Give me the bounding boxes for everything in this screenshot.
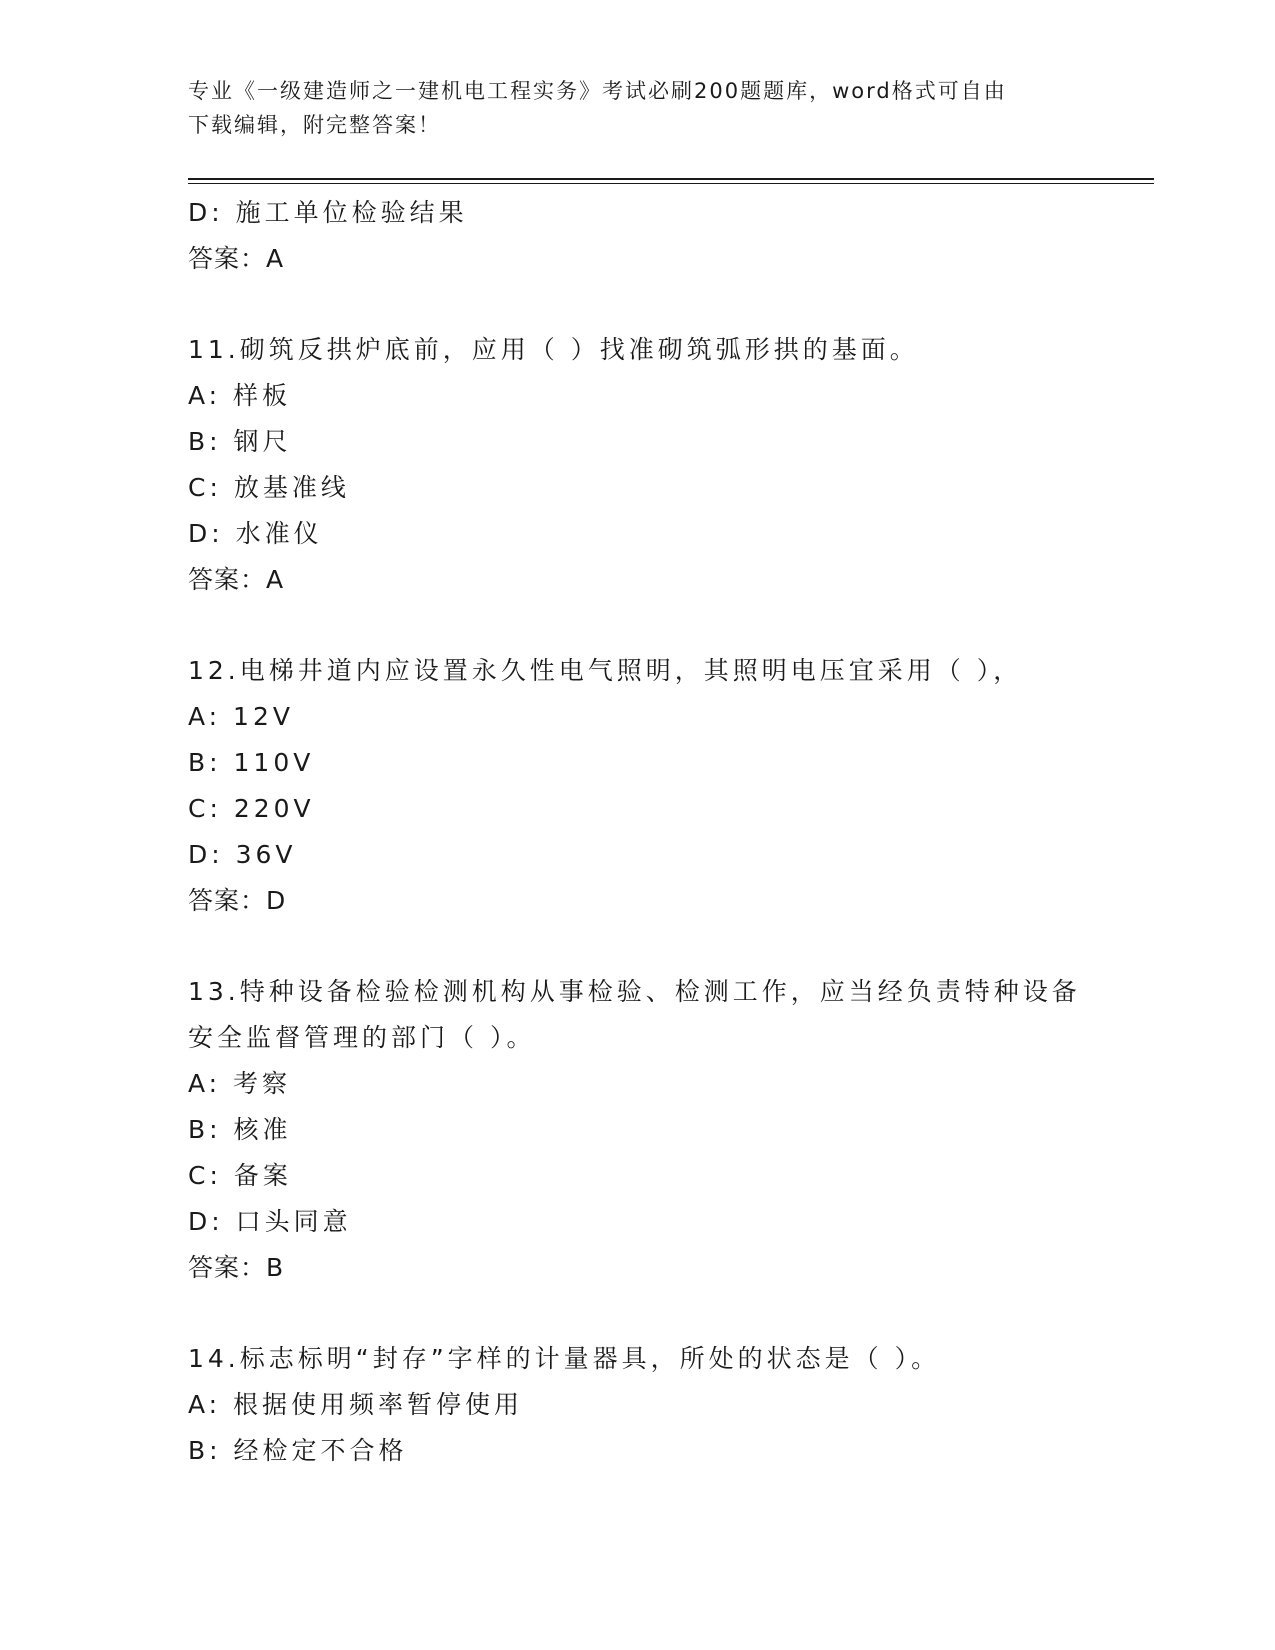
question-list — [188, 190, 1088, 1474]
question-block-11 — [188, 327, 1088, 603]
option-a: A: 12V — [188, 702, 294, 731]
question-text-line-2: 安全监督管理的部门（ ）。 — [188, 1023, 536, 1052]
header-divider-thin — [188, 183, 1154, 184]
option-c: C: 220V — [188, 794, 315, 823]
question-block-13 — [188, 969, 1088, 1291]
question-block-14 — [188, 1336, 1088, 1474]
answer: 答案：A — [188, 565, 285, 594]
answer: 答案：D — [188, 886, 287, 915]
document-header — [188, 74, 1088, 142]
option-c: C: 备案 — [188, 1161, 292, 1190]
question-text: 14.标志标明“封存”字样的计量器具，所处的状态是（ ）。 — [188, 1344, 941, 1373]
header-line-1: 专业《一级建造师之一建机电工程实务》考试必刷200题题库，word格式可自由 — [188, 79, 1007, 103]
question-block-10 — [188, 190, 1088, 282]
option-d: D: 水准仪 — [188, 519, 323, 548]
option-a: A: 考察 — [188, 1069, 292, 1098]
option-b: B: 110V — [188, 748, 315, 777]
option-c: C: 放基准线 — [188, 473, 350, 502]
option-b: B: 经检定不合格 — [188, 1436, 408, 1465]
question-text: 11.砌筑反拱炉底前，应用（ ）找准砌筑弧形拱的基面。 — [188, 335, 919, 364]
answer: 答案：A — [188, 244, 285, 273]
option-d: D: 36V — [188, 840, 297, 869]
option-a: A: 样板 — [188, 381, 292, 410]
question-text-line-1: 13.特种设备检验检测机构从事检验、检测工作，应当经负责特种设备 — [188, 977, 1081, 1006]
option-a: A: 根据使用频率暂停使用 — [188, 1390, 524, 1419]
option-d: D: 口头同意 — [188, 1207, 352, 1236]
option-b: B: 核准 — [188, 1115, 292, 1144]
question-text: 12.电梯井道内应设置永久性电气照明，其照明电压宜采用（ ）， — [188, 656, 1023, 685]
option-d: D: 施工单位检验结果 — [188, 198, 468, 227]
option-b: B: 钢尺 — [188, 427, 292, 456]
question-block-12 — [188, 648, 1088, 924]
answer: 答案：B — [188, 1253, 285, 1282]
header-divider-thick — [188, 178, 1154, 180]
header-line-2: 下载编辑，附完整答案！ — [188, 113, 441, 137]
